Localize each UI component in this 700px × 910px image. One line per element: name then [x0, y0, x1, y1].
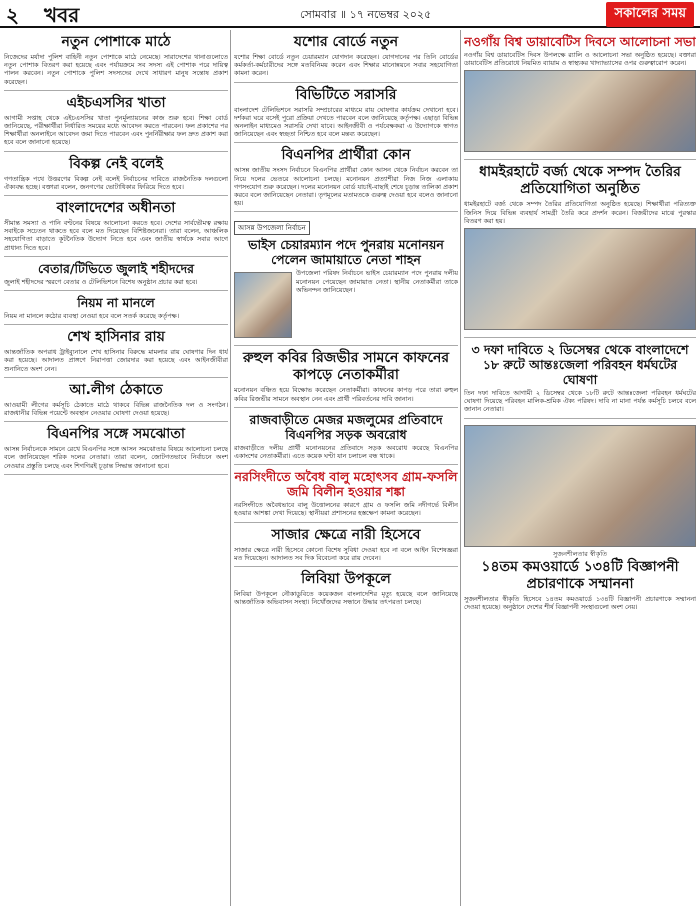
- story: [234, 30, 458, 83]
- headline: শেখ হাসিনার রায়: [67, 329, 165, 346]
- story: [234, 523, 458, 567]
- headline: বাংলাদেশের অধীনতা: [56, 200, 176, 217]
- headline: রুহুল কবির রিজভীর সামনে কাফনের কাপড়ে নেতাকর্মীরা: [242, 350, 450, 384]
- headline: বিকল্প নেই বলেই: [69, 155, 163, 172]
- headline: লিবিয়া উপকূলে: [301, 571, 391, 588]
- event-photo: [464, 425, 696, 547]
- story-body: লিবিয়া উপকূলে নৌকাডুবিতে কয়েকজন বাংলাদেশির মৃত্যু হয়েছে বলে জানিয়েছে আন্তর্জাতিক অভিবাসন সংস্থা। নিখোঁজদের সন্ধানে উদ্ধার তৎপরতা চলছে।: [234, 590, 458, 607]
- story: [464, 30, 696, 160]
- section-title: খবর: [44, 3, 80, 27]
- column-left: [4, 30, 228, 906]
- headline: যশোর বোর্ডে নতুন: [293, 34, 399, 50]
- story-body: আওয়ামী লীগের কর্মসূচি ঠেকাতে মাঠে থাকবে বিভিন্ন রাজনৈতিক দল ও সংগঠন। রাজধানীর বিভিন্ন পয়েন্টে অবস্থান নেওয়ার ঘোষণা দেওয়া হয়েছে।: [4, 400, 228, 418]
- dateline: সোমবার ॥ ১৭ নভেম্বর ২০২৫: [300, 8, 432, 21]
- story-body: নিজেদের মর্যাদা পুলিশ বাহিনী নতুন পোশাকে মাঠে নেমেছে। সারাদেশের থানাগুলোতে নতুন পোশাক বিতরণ করা হয়েছে এবং পর্যায়ক্রমে সব সদস্য এই পোশাক পরে দায়িত্ব পালন করবেন। নতুন পোশাকে পুলিশ সদস্যদের দেখে সাধারণ মানুষ সন্তোষ প্রকাশ করেছেন।: [4, 53, 228, 86]
- story-body: আসন্ন জাতীয় সংসদ নির্বাচনে বিএনপির প্রার্থীরা কোন আসন থেকে নির্বাচন করবেন তা নিয়ে দলের ভেতরে আলোচনা চলছে। মনোনয়ন প্রত্যাশীরা নিজ নিজ এলাকায় গণসংযোগ শুরু করেছেন। দলের মনোনয়ন বোর্ড যাচাই-বাছাই শেষে চূড়ান্ত তালিকা প্রকাশ করবে বলে জানিয়েছেন নেতারা। তৃণমূলের মতামতকে গুরুত্ব দেওয়া হবে বলেও জানানো হয়।: [234, 166, 458, 208]
- story: [234, 567, 458, 610]
- story: [234, 346, 458, 407]
- story-body: তিন দফা দাবিতে আগামী ২ ডিসেম্বর থেকে ১৮টি রুটে আন্তঃজেলা পরিবহন ধর্মঘটের ঘোষণা দিয়েছে পরিবহন মালিক-শ্রমিক ঐক্য পরিষদ। দাবি না মানা পর্যন্ত কর্মসূচি চলবে বলে জানান নেতারা।: [464, 389, 696, 414]
- story-body: যশোর শিক্ষা বোর্ডে নতুন চেয়ারম্যান যোগদান করেছেন। যোগদানের পর তিনি বোর্ডের কর্মকর্তা-কর্মচারীদের সঙ্গে মতবিনিময় করেন এবং শিক্ষার মানোন্নয়নে সবার সহযোগিতা কামনা করেন।: [234, 53, 458, 78]
- story: [234, 465, 458, 522]
- headline: এইচএসসির খাতা: [66, 94, 166, 111]
- story-body: নরসিংদীতে অবৈধভাবে বালু উত্তোলনের কারণে গ্রাম ও ফসলি জমি নদীগর্ভে বিলীন হওয়ার আশঙ্কা দেখা দিয়েছে। স্থানীয়রা প্রশাসনের হস্তক্ষেপ কামনা করেছেন।: [234, 501, 458, 518]
- story-body: রাজবাড়ীতে দলীয় প্রার্থী মনোনয়নের প্রতিবাদে সড়ক অবরোধ করেছে বিএনপির একাংশের নেতাকর্মীরা। এতে কয়েক ঘণ্টা যান চলাচল বন্ধ থাকে।: [234, 443, 458, 461]
- story: [4, 30, 228, 91]
- headline: ৩ দফা দাবিতে ২ ডিসেম্বর থেকে বাংলাদেশে ১৮ রুটে আন্তঃজেলা পরিবহন ধর্মঘটের ঘোষণা: [471, 342, 689, 388]
- headline: নওগাঁয় বিশ্ব ডায়াবেটিস দিবসে আলোচনা সভা: [464, 34, 696, 49]
- portrait-photo: [234, 272, 292, 338]
- story: [4, 422, 228, 475]
- event-photo: [464, 228, 696, 330]
- story: [234, 143, 458, 212]
- story: [234, 83, 458, 144]
- story-body: জুলাই শহীদদের স্মরণে বেতার ও টেলিভিশনে বিশেষ অনুষ্ঠান প্রচার করা হবে।: [4, 277, 198, 286]
- story-tag: আসন্ন উপজেলা নির্বাচন: [234, 221, 310, 235]
- column-middle: [234, 30, 458, 906]
- page-number: ২: [6, 3, 20, 27]
- story-body: সাজার ক্ষেত্রে নারী হিসেবে কোনো বিশেষ সুবিধা দেওয়া হবে না বলে আইন বিশেষজ্ঞরা মত দিয়েছেন। আদালত সব দিক বিবেচনা করে রায় দেবেন।: [234, 545, 458, 562]
- story-body: সুজনশীলতার স্বীকৃতি হিসেবে ১৪তম কমওয়ার্ডে ১৩৪টি বিজ্ঞাপনী প্রচারণাকে সম্মাননা দেওয়া হয়েছে। অনুষ্ঠানে দেশের শীর্ষ বিজ্ঞাপনী সংস্থাগুলো অংশ নেয়।: [464, 594, 696, 611]
- photo-caption: সুজনশীলতার স্বীকৃতি: [552, 549, 608, 558]
- story-body: নওগাঁয় বিশ্ব ডায়াবেটিস দিবস উপলক্ষে র‍্যালি ও আলোচনা সভা অনুষ্ঠিত হয়েছে। বক্তারা ডায়াবেটিস প্রতিরোধে নিয়মিত ব্যায়াম ও স্বাস্থ্যকর খাদ্যাভ্যাসের ওপর গুরুত্বারোপ করেন।: [464, 51, 696, 68]
- headline: আ.লীগ ঠেকাতে: [69, 381, 163, 398]
- story-body: আসন্ন নির্বাচনকে সামনে রেখে বিএনপির সঙ্গে আসন সমঝোতার বিষয়ে আলোচনা চলছে বলে জানিয়েছেন শরিক দলের নেতারা। তারা বলেন, জোটগতভাবে নির্বাচনে অংশ নেওয়ার প্রস্তুতি চলছে এবং শিগগিরই চূড়ান্ত সিদ্ধান্ত জানানো হবে।: [4, 445, 228, 470]
- headline: নতুন পোশাকে মাঠে: [61, 34, 171, 50]
- column-divider: [230, 30, 231, 906]
- headline: রাজবাড়ীতে মেজর মজলুমের প্রতিবাদে বিএনপির সড়ক অবরোধ: [249, 411, 443, 442]
- story: [4, 257, 228, 291]
- story-body: উপজেলা পরিষদ নির্বাচনে ভাইস চেয়ারম্যান পদে পুনরায় দলীয় মনোনয়ন পেয়েছেন জামায়াত নেতা। স্থানীয় নেতাকর্মীরা তাকে অভিনন্দন জানিয়েছেন।: [296, 269, 458, 294]
- story-body: সীমান্ত সমস্যা ও পানি বণ্টনের বিষয়ে আলোচনা করতে হবে। দেশের সার্বভৌমত্ব রক্ষায় সবাইকে সচেতন থাকতে হবে বলে মত দিয়েছেন বিশিষ্টজনেরা। তারা বলেন, আঞ্চলিক সহযোগিতা বাড়াতে কূটনৈতিক উদ্যোগ নিতে হবে এবং জাতীয় স্বার্থকে সবার আগে প্রাধান্য দিতে হবে।: [4, 219, 228, 252]
- story: [234, 212, 458, 346]
- story: [4, 325, 228, 378]
- headline: নিয়ম না মানলে: [77, 295, 155, 311]
- story-body: আন্তর্জাতিক অপরাধ ট্রাইব্যুনালে শেখ হাসিনার বিরুদ্ধে মামলার রায় ঘোষণার দিন ধার্য করা হয়েছে। আদালত প্রাঙ্গণে নিরাপত্তা জোরদার করা হয়েছে এবং আইনজীবীরা শুনানিতে অংশ নেন।: [4, 348, 228, 373]
- story: [464, 338, 696, 419]
- story: [4, 91, 228, 152]
- headline: নরসিংদীতে অবৈধ বালু মহোৎসব গ্রাম-ফসলি জমি বিলীন হওয়ার শঙ্কা: [234, 469, 458, 500]
- event-photo: [464, 70, 696, 152]
- story: [4, 291, 228, 325]
- column-right: [464, 30, 696, 906]
- headline: বিএনপির প্রার্থীরা কোন: [281, 147, 411, 164]
- story: [4, 196, 228, 257]
- story-body: ধামইরহাটে বর্জ্য থেকে সম্পদ তৈরির প্রতিযোগিতা অনুষ্ঠিত হয়েছে। শিক্ষার্থীরা পরিত্যক্ত জিনিস দিয়ে বিভিন্ন ব্যবহার্য সামগ্রী তৈরি করে প্রদর্শন করেন। বিজয়ীদের মাঝে পুরস্কার বিতরণ করা হয়।: [464, 200, 696, 225]
- story-body: গণতান্ত্রিক পথে উত্তরণের বিকল্প নেই বলেই নির্বাচনের দাবিতে রাজনৈতিক দলগুলো ঐক্যবদ্ধ হচ্ছে। বক্তারা বলেন, জনগণের ভোটাধিকার ফিরিয়ে দিতে হবে।: [4, 174, 228, 191]
- headline: ১৪তম কমওয়ার্ডে ১৩৪টি বিজ্ঞাপনী প্রচারণাকে সম্মাননা: [481, 558, 679, 592]
- story-row: [234, 269, 458, 341]
- headline: সাজার ক্ষেত্রে নারী হিসেবে: [271, 526, 421, 543]
- story-body: নিয়ম না মানলে কঠোর ব্যবস্থা নেওয়া হবে বলে সতর্ক করেছে কর্তৃপক্ষ।: [4, 312, 180, 321]
- headline: বেতার/টিভিতে জুলাই শহীদদের: [37, 260, 195, 276]
- story: [4, 378, 228, 422]
- newspaper-logo: সকালের সময়: [606, 2, 694, 27]
- story: [234, 408, 458, 465]
- story: [464, 419, 696, 615]
- story-body: বাংলাদেশ টেলিভিশনে সরাসরি সম্প্রচারের মাধ্যমে রায় ঘোষণার কার্যক্রম দেখানো হবে। দর্শকরা ঘরে বসেই পুরো প্রক্রিয়া দেখতে পারবেন বলে জানিয়েছে কর্তৃপক্ষ। এছাড়া বিভিন্ন অনলাইন মাধ্যমেও সরাসরি দেখা যাবে। আইনজীবী ও পর্যবেক্ষকরা এ উদ্যোগকে স্বাগত জানিয়েছেন এবং স্বচ্ছতা নিশ্চিত হবে বলে মন্তব্য করেছেন।: [234, 105, 458, 139]
- headline: বিএনপির সঙ্গে সমঝোতা: [47, 426, 185, 443]
- story: [4, 152, 228, 196]
- story-body: আগামী সপ্তাহ থেকে এইচএসসির খাতা পুনর্মূল্যায়নের কাজ শুরু হবে। শিক্ষা বোর্ড জানিয়েছে, পরীক্ষার্থীরা নির্ধারিত সময়ের মধ্যে আবেদন করতে পারবেন। ফল প্রকাশের পর শিক্ষার্থীরা অনলাইনে আবেদন জমা দিতে পারবেন এবং পুনর্নিরীক্ষার ফল দ্রুত প্রকাশ করা হবে বলে জানানো হয়েছে।: [4, 113, 228, 147]
- column-divider: [460, 30, 461, 906]
- headline: বিভিটিতে সরাসরি: [295, 86, 397, 103]
- headline: ভাইস চেয়ারম্যান পদে পুনরায় মনোনয়ন পেলেন জামায়াতে নেতা শাহন: [248, 237, 444, 268]
- masthead: [0, 0, 700, 28]
- headline: ধামইরহাটে বর্জ্য থেকে সম্পদ তৈরির প্রতিযোগিতা অনুষ্ঠিত: [479, 164, 681, 198]
- story: [464, 160, 696, 338]
- story-body: মনোনয়ন বঞ্চিত হয়ে বিক্ষোভ করেছেন নেতাকর্মীরা। কাফনের কাপড় পরে তারা রুহুল কবির রিজভীর সামনে অবস্থান নেন এবং প্রার্থী পরিবর্তনের দাবি জানান।: [234, 386, 458, 403]
